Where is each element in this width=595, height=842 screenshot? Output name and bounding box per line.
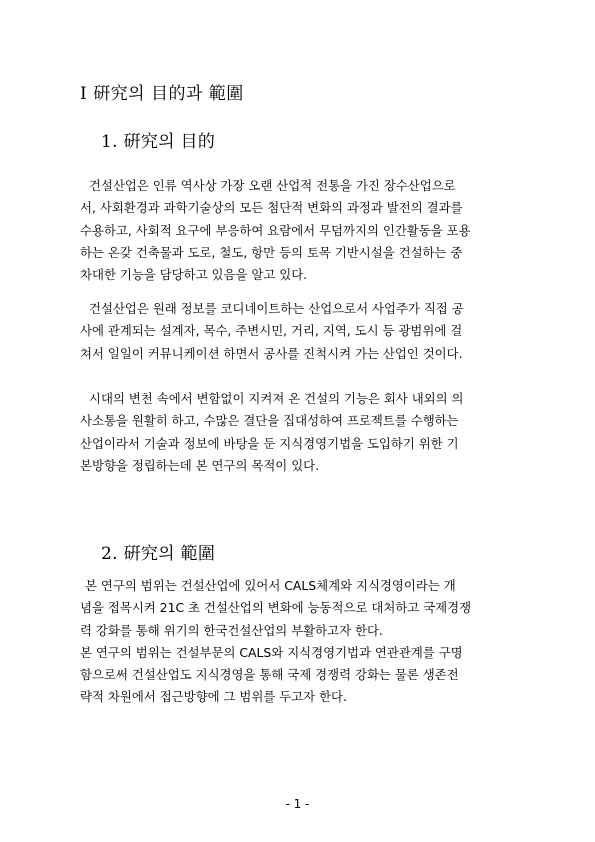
text-line: 념을 접목시켜 21C 초 건설산업의 변화에 능동적으로 대처하고 국제경쟁 (80, 600, 472, 616)
paragraph-purpose-3 (80, 388, 504, 477)
text-line: 수용하고, 사회적 요구에 부응하여 요람에서 무덤까지의 인간활동을 포용 (80, 222, 471, 238)
paragraph-scope (80, 575, 504, 709)
text-line: 본 연구의 범위는 건설부문의 CALS와 지식경영기법과 연관관계를 구명 (80, 644, 463, 660)
text-line: 건설산업은 인류 역사상 가장 오랜 산업적 전통을 가진 장수산업으로 (89, 178, 456, 193)
text-line: 사소통을 원활히 하고, 수많은 결단을 집대성하여 프로젝트를 수행하는 (80, 413, 459, 429)
paragraph-purpose-1 (80, 175, 504, 286)
section-title-scope: 2. 硏究의 範圍 (101, 544, 216, 564)
page-number: - 1 - (285, 797, 310, 811)
paragraph-purpose-2 (80, 298, 504, 365)
text-line: 략적 차원에서 접근방향에 그 범위를 두고자 한다. (80, 689, 347, 705)
section-title-purpose: 1. 硏究의 目的 (101, 132, 216, 152)
text-line: 본방향을 정립하는데 본 연구의 목적이 있다. (80, 457, 320, 473)
text-line: 함으로써 건설산업도 지식경영을 통해 국제 경쟁력 강화는 물론 생존전 (80, 667, 459, 683)
text-line: 쳐서 일일이 커뮤니케이션 하면서 공사를 진척시켜 가는 산업인 것이다. (80, 345, 463, 361)
chapter-title: Ⅰ 硏究의 目的과 範圍 (80, 84, 244, 104)
text-line: 사에 관계되는 설계자, 목수, 주변시민, 거리, 지역, 도시 등 광범위에 걸 (80, 323, 463, 339)
text-line: 차대한 기능을 담당하고 있음을 알고 있다. (80, 267, 308, 283)
text-line: 서, 사회환경과 과학기술상의 모든 첨단적 변화의 과정과 발전의 결과를 (80, 200, 463, 216)
text-line: 시대의 변천 속에서 변함없이 지켜져 온 건설의 기능은 회사 내외의 의 (89, 391, 464, 406)
text-line: 산업이라서 기술과 정보에 바탕을 둔 지식경영기법을 도입하기 위한 기 (80, 435, 459, 451)
text-line: 본 연구의 범위는 건설산업에 있어서 CALS체계와 지식경영이라는 개 (85, 578, 456, 593)
text-line: 력 강화를 통해 위기의 한국건설산업의 부활하고자 한다. (80, 622, 383, 638)
text-line: 하는 온갖 건축물과 도로, 철도, 항만 등의 토목 기반시설을 건설하는 중 (80, 244, 463, 260)
text-line: 건설산업은 원래 정보를 코디네이트하는 산업으로서 사업주가 직접 공 (89, 301, 464, 316)
